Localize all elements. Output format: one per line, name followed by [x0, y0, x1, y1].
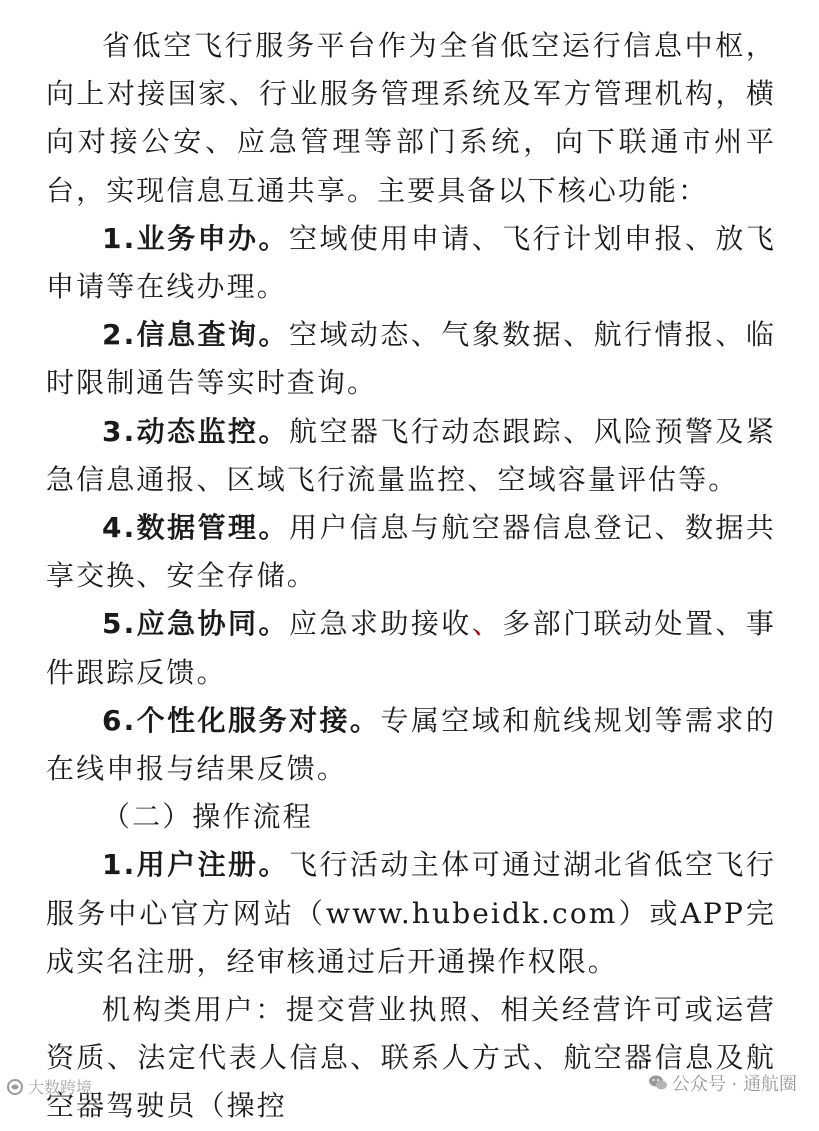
- function-item-5-separator: 、: [471, 607, 503, 641]
- document-body: [46, 22, 776, 1131]
- function-item-5: [46, 600, 776, 696]
- intro-paragraph: 省低空飞行服务平台作为全省低空运行信息中枢，向上对接国家、行业服务管理系统及军方管理机构，横向对接公安、应急管理等部门系统，向下联通市州平台，实现信息互通共享。主要具备以下核心功能：: [46, 29, 776, 207]
- watermark-left-text: 大数跨境: [28, 1078, 93, 1097]
- function-item-2: [46, 311, 776, 407]
- watermark-left: [6, 1075, 92, 1098]
- function-item-5-body-a: 应急求助接收: [288, 607, 472, 641]
- function-item-5-lead: 5.应急协同。: [102, 607, 289, 641]
- watermark-right-text: 公众号 · 通航圈: [671, 1074, 797, 1095]
- function-item-1-body: 空域使用申请、飞行计划申报、放飞申请等在线办理。: [46, 221, 776, 304]
- function-item-6: [46, 697, 776, 793]
- function-item-6-body: 专属空域和航线规划等需求的在线申报与结果反馈。: [46, 703, 776, 786]
- wechat-icon: [648, 1074, 666, 1092]
- function-item-3: [46, 408, 776, 504]
- function-item-4-body: 用户信息与航空器信息登记、数据共享交换、安全存储。: [46, 511, 776, 593]
- function-item-5-body-b: 多部门联动处置、事件跟踪反馈。: [46, 607, 776, 689]
- function-item-2-lead: 2.信息查询。: [102, 318, 289, 352]
- watermark-right: [648, 1070, 797, 1096]
- step-item-1-lead: 1.用户注册。: [102, 848, 289, 882]
- step-item-1: [46, 841, 776, 986]
- function-item-2-body: 空域动态、气象数据、航行情报、临时限制通告等实时查询。: [46, 318, 776, 400]
- function-item-4: [46, 504, 776, 600]
- function-item-6-lead: 6.个性化服务对接。: [102, 703, 381, 737]
- brand-logo-icon: [6, 1078, 24, 1096]
- step-item-1-body: 飞行活动主体可通过湖北省低空飞行服务中心官方网站（www.hubeidk.com）或APP完成实名注册，经审核通过后开通操作权限。: [46, 848, 776, 978]
- function-item-3-body: 航空器飞行动态跟踪、风险预警及紧急信息通报、区域飞行流量监控、空域容量评估等。: [46, 414, 776, 496]
- org-users-paragraph: 机构类用户：提交营业执照、相关经营许可或运营资质、法定代表人信息、联系人方式、航空器信息及航空器驾驶员（操控: [46, 993, 776, 1123]
- function-item-1-lead: 1.业务申办。: [102, 221, 289, 255]
- function-item-1: [46, 215, 776, 311]
- function-item-3-lead: 3.动态监控。: [102, 414, 289, 448]
- function-item-4-lead: 4.数据管理。: [102, 511, 289, 545]
- section-heading: （二）操作流程: [102, 800, 313, 834]
